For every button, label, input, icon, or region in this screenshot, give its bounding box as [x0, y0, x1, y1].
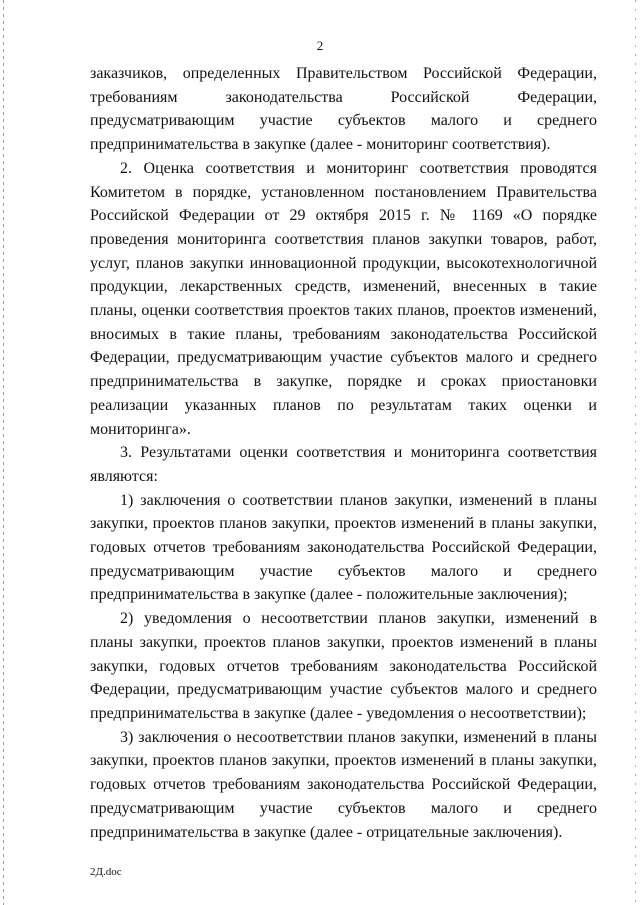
scan-edge-left [3, 0, 4, 905]
file-name-footer: 2Д.doc [90, 866, 122, 878]
paragraph-item-3: 3. Результатами оценки соответствия и мониторинга соответствия являются: [90, 444, 597, 485]
scan-edge-right [635, 0, 636, 905]
document-body [90, 62, 597, 844]
page-number: 2 [316, 38, 324, 53]
list-item-3: 3) заключения о несоответствии планов закупки, изменений в планы закупки, проектов планов закупки, проектов изменений в планы закупки, годовых отчетов требованиям законодательства Российской Федерации, предусматривающим участие субъектов малого и среднего предпринимательства в закупке (далее - отрицательные заключения). [90, 728, 597, 841]
paragraph-item-2: 2. Оценка соответствия и мониторинг соответствия проводятся Комитетом в порядке, установленном постановлением Правительства Российской Федерации от 29 октября 2015 г. № 1169 «О порядке проведения мониторинга соответствия планов закупки товаров, работ, услуг, планов закупки инновационной продукции, высокотехнологичной продукции, лекарственных средств, изменений, внесенных в такие планы, оценки соответствия проектов таких планов, проектов изменений, вносимых в такие планы, требованиям законодательства Российской Федерации, предусматривающим участие субъектов малого и среднего предпринимательства в закупке, порядке и сроках приостановки реализации указанных планов по результатам таких оценки и мониторинга». [90, 159, 597, 438]
paragraph-continuation: заказчиков, определенных Правительством Российской Федерации, требованиям законодательства Российской Федерации, предусматривающим участие субъектов малого и среднего предпринимательства в закупке (далее - мониторинг соответствия). [90, 65, 597, 154]
list-item-2: 2) уведомления о несоответствии планов закупки, изменений в планы закупки, проектов планов закупки, проектов изменений в планы закупки, годовых отчетов требованиям законодательства Российской Федерации, предусматривающим участие субъектов малого и среднего предпринимательства в закупке (далее - уведомления о несоответствии); [90, 610, 597, 722]
list-item-1: 1) заключения о соответствии планов закупки, изменений в планы закупки, проектов планов закупки, проектов изменений в планы закупки, годовых отчетов требованиям законодательства Российской Федерации, предусматривающим участие субъектов малого и среднего предпринимательства в закупке (далее - положительные заключения); [90, 491, 597, 604]
